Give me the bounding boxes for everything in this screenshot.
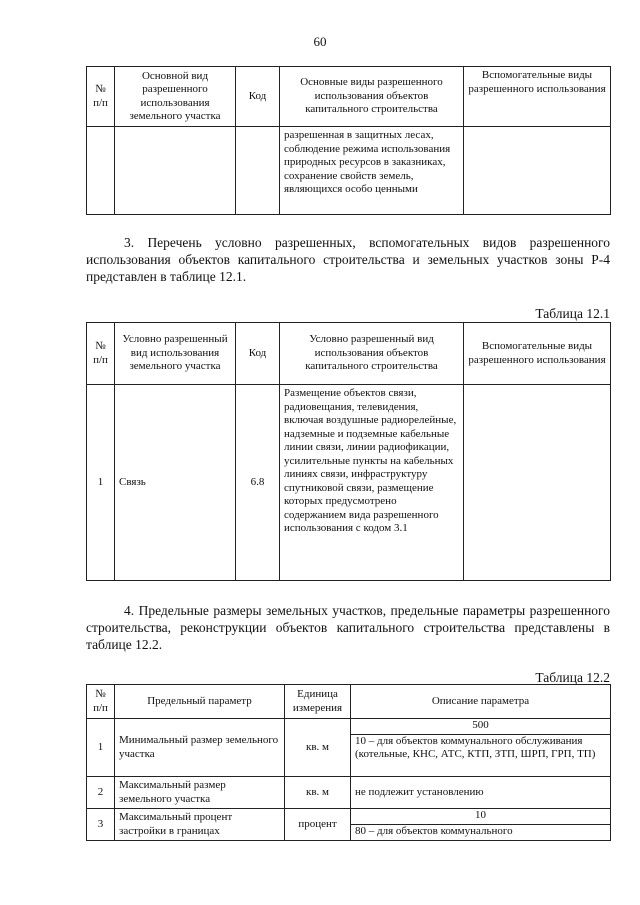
- table-12-1: [86, 322, 611, 581]
- page-number: 60: [313, 34, 327, 49]
- header-num: № п/п: [87, 67, 115, 127]
- cell-value-main: 10: [351, 809, 610, 825]
- header-aux: Вспомогательные виды разрешенного использования: [464, 67, 611, 127]
- cell-num: 2: [87, 777, 115, 809]
- cell-main-types-text: разрешенная в защитных лесах, соблюдение режима использования природных ресурсов в заказниках, сохранение свойств земель, являющихся особо ценными: [280, 127, 464, 215]
- cell-empty: [236, 127, 280, 215]
- cell-name: Связь: [115, 385, 236, 581]
- cell-aux: [464, 385, 611, 581]
- cell-num: 1: [87, 385, 115, 581]
- header-main-use: Основной вид разрешенного использования земельного участка: [115, 67, 236, 127]
- header-num: № п/п: [87, 685, 115, 719]
- cell-unit: кв. м: [285, 719, 351, 777]
- header-param: Предельный параметр: [115, 685, 285, 719]
- cell-num: 3: [87, 809, 115, 841]
- paragraph-4: [86, 602, 610, 653]
- header-unit: Единица измерения: [285, 685, 351, 719]
- header-code: Код: [236, 67, 280, 127]
- paragraph-3-text: 3. Перечень условно разрешенных, вспомогательных видов разрешенного использования объектов капитального строительства и земельных участков зоны Р-4 представлен в таблице 12.1.: [86, 235, 610, 284]
- cell-unit: кв. м: [285, 777, 351, 809]
- header-main-types: Основные виды разрешенного использования объектов капитального строительства: [280, 67, 464, 127]
- cell-value-main: не подлежит установлению: [351, 777, 611, 809]
- cell-value-extra: 10 – для объектов коммунального обслуживания (котельные, КНС, АТС, КТП, ЗТП, ШРП, ГРП, ТП): [355, 734, 596, 760]
- cell-param: Максимальный размер земельного участка: [115, 777, 285, 809]
- cell-code: 6.8: [236, 385, 280, 581]
- header-aux: Вспомогательные виды разрешенного использования: [464, 323, 611, 385]
- cell-empty: [87, 127, 115, 215]
- table-12-2-caption: Таблица 12.2: [535, 670, 610, 685]
- paragraph-3: [86, 234, 610, 285]
- cell-num: 1: [87, 719, 115, 777]
- header-desc: Описание параметра: [351, 685, 611, 719]
- table-continuation: [86, 66, 611, 215]
- header-code: Код: [236, 323, 280, 385]
- paragraph-4-text: 4. Предельные размеры земельных участков, предельные параметры разрешенного строительства, реконструкции объектов капитального строительства представлены в таблице 12.2.: [86, 603, 610, 652]
- cell-empty: [115, 127, 236, 215]
- cell-param: Максимальный процент застройки в границах: [115, 809, 285, 841]
- table-12-2: [86, 684, 611, 841]
- cell-value-extra: 80 – для объектов коммунального: [355, 824, 513, 837]
- cell-value-main: 500: [351, 719, 610, 735]
- header-cond-use: Условно разрешенный вид использования земельного участка: [115, 323, 236, 385]
- cell-unit: процент: [285, 809, 351, 841]
- header-num: № п/п: [87, 323, 115, 385]
- cell-desc: Размещение объектов связи, радиовещания, телевидения, включая воздушные радиорелейные, надземные и подземные кабельные линии связи, линии радиофикации, усилительные пункты на кабельных линиях связи, инфраструктуру спутниковой связи, размещение которых предусмотрено содержанием вида разрешенного использования с кодом 3.1: [280, 385, 464, 581]
- header-cond-type: Условно разрешенный вид использования объектов капитального строительства: [280, 323, 464, 385]
- cell-param: Минимальный размер земельного участка: [115, 719, 285, 777]
- table-12-1-caption: Таблица 12.1: [535, 306, 610, 321]
- cell-empty: [464, 127, 611, 215]
